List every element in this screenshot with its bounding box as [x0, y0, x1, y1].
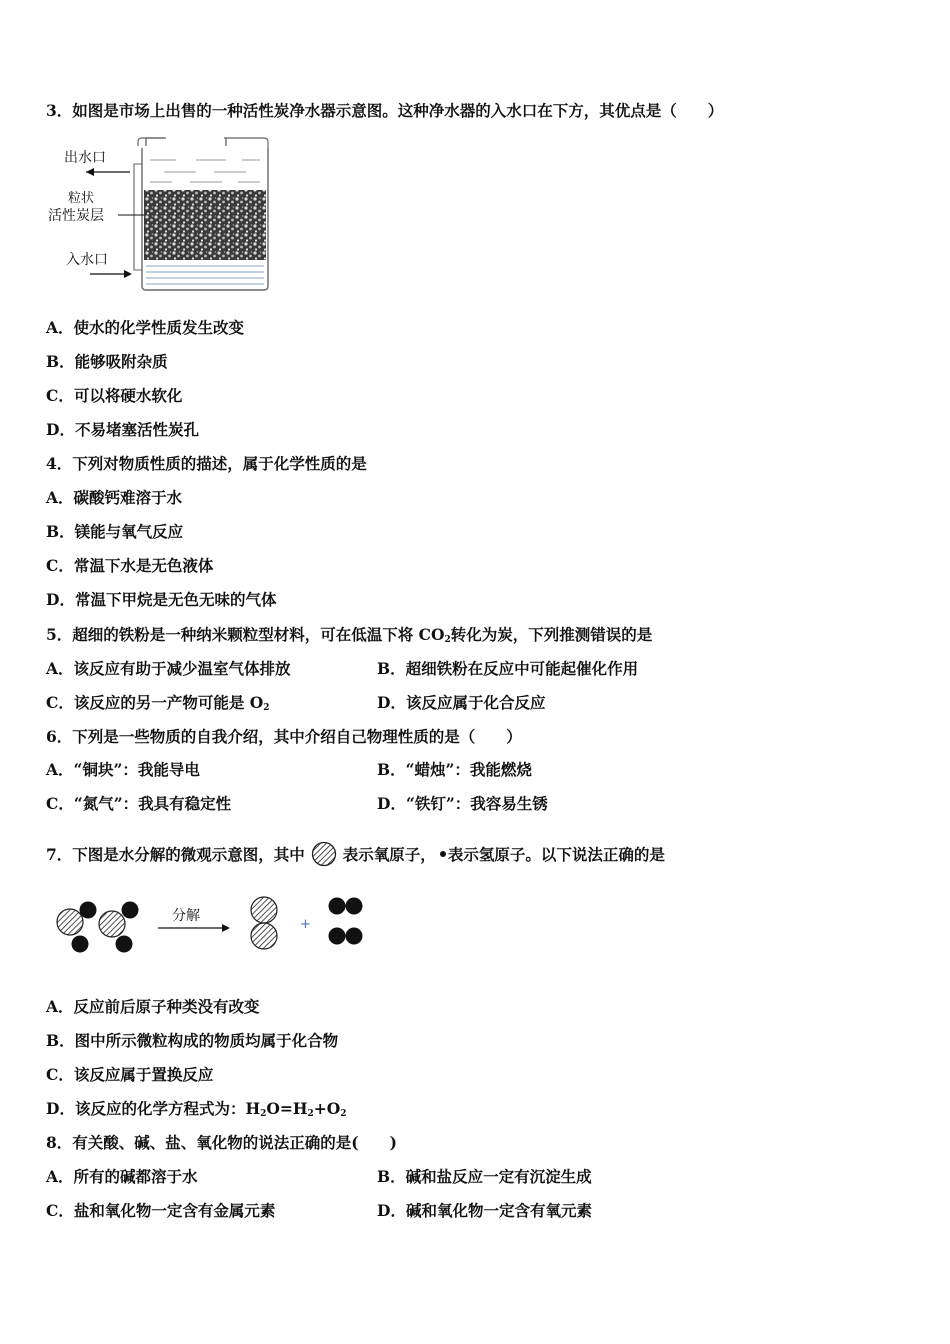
q5-option-a: A．该反应有助于减少温室气体排放	[46, 659, 291, 678]
water-decomposition-diagram	[46, 888, 376, 962]
bottom-water-lines	[146, 266, 264, 284]
q8-option-a: A．所有的碱都溶于水	[46, 1167, 198, 1186]
q6-option-a: A．“铜块”：我能导电	[46, 760, 200, 779]
q4-option-a: A．碳酸钙难溶于水	[46, 488, 183, 507]
oxygen-atom-icon	[311, 841, 337, 867]
q5-option-c: C．该反应的另一产物可能是 $O_2$	[46, 693, 270, 713]
q8-option-b: B．碱和盐反应一定有沉淀生成	[377, 1167, 592, 1186]
plus-sign: +	[300, 917, 311, 932]
q6-option-d: D．“铁钉”：我容易生锈	[377, 794, 548, 813]
oxygen-molecule	[251, 897, 277, 949]
q3-option-b: B．能够吸附杂质	[46, 352, 168, 371]
q8-stem: 8．有关酸、碱、盐、氧化物的说法正确的是( )	[46, 1133, 397, 1152]
q6-option-b: B．“蜡烛”：我能燃烧	[377, 760, 532, 779]
q3-option-d: D．不易堵塞活性炭孔	[46, 420, 199, 439]
q5-stem: 5．超细的铁粉是一种纳米颗粒型材料，可在低温下将 $CO_2$转化为炭，下列推测错误的是	[46, 625, 653, 645]
water-molecule-1	[57, 902, 97, 953]
q4-option-c: C．常温下水是无色液体	[46, 556, 214, 575]
outlet-arrow-icon	[86, 168, 130, 176]
layer-label-2: 活性炭层	[48, 208, 104, 224]
q6-stem: 6．下列是一些物质的自我介绍，其中介绍自己物理性质的是（ ）	[46, 727, 522, 746]
q4-stem: 4．下列对物质性质的描述，属于化学性质的是	[46, 454, 367, 473]
carbon-layer	[144, 190, 266, 260]
decompose-label: 分解	[172, 908, 200, 924]
reaction-arrow-icon	[158, 924, 230, 932]
q4-option-b: B．镁能与氧气反应	[46, 522, 184, 541]
q7-stem: 7．下图是水分解的微观示意图，其中 表示氧原子， 表示氢原子。以下说法正确的是	[46, 841, 665, 867]
q7-option-a: A．反应前后原子种类没有改变	[46, 997, 260, 1016]
water-molecule-2	[99, 902, 139, 953]
q3-option-c: C．可以将硬水软化	[46, 386, 183, 405]
q7-option-d: D．该反应的化学方程式为：$H_2O=H_2+O_2$	[46, 1099, 347, 1119]
q5-option-d: D．该反应属于化合反应	[377, 693, 546, 712]
q8-option-c: C．盐和氧化物一定含有金属元素	[46, 1201, 276, 1220]
q8-option-d: D．碱和氧化物一定含有氧元素	[377, 1201, 592, 1220]
hydrogen-atom-icon	[440, 851, 446, 857]
q7-option-c: C．该反应属于置换反应	[46, 1065, 214, 1084]
hydrogen-molecules	[329, 898, 363, 945]
q3-option-a: A．使水的化学性质发生改变	[46, 318, 245, 337]
q3-stem: 3．如图是市场上出售的一种活性炭净水器示意图。这种净水器的入水口在下方，其优点是（ ）	[46, 101, 724, 120]
layer-label-1: 粒状	[68, 191, 95, 206]
q4-option-d: D．常温下甲烷是无色无味的气体	[46, 590, 277, 609]
q6-option-c: C．“氮气”：我具有稳定性	[46, 794, 232, 813]
q7-option-b: B．图中所示微粒构成的物质均属于化合物	[46, 1031, 339, 1050]
inlet-arrow-icon	[90, 270, 132, 278]
water-purifier-diagram	[46, 134, 276, 296]
top-water-lines	[150, 160, 260, 182]
inlet-label: 入水口	[66, 252, 108, 268]
q5-option-b: B．超细铁粉在反应中可能起催化作用	[377, 659, 639, 678]
outlet-label: 出水口	[64, 150, 106, 166]
